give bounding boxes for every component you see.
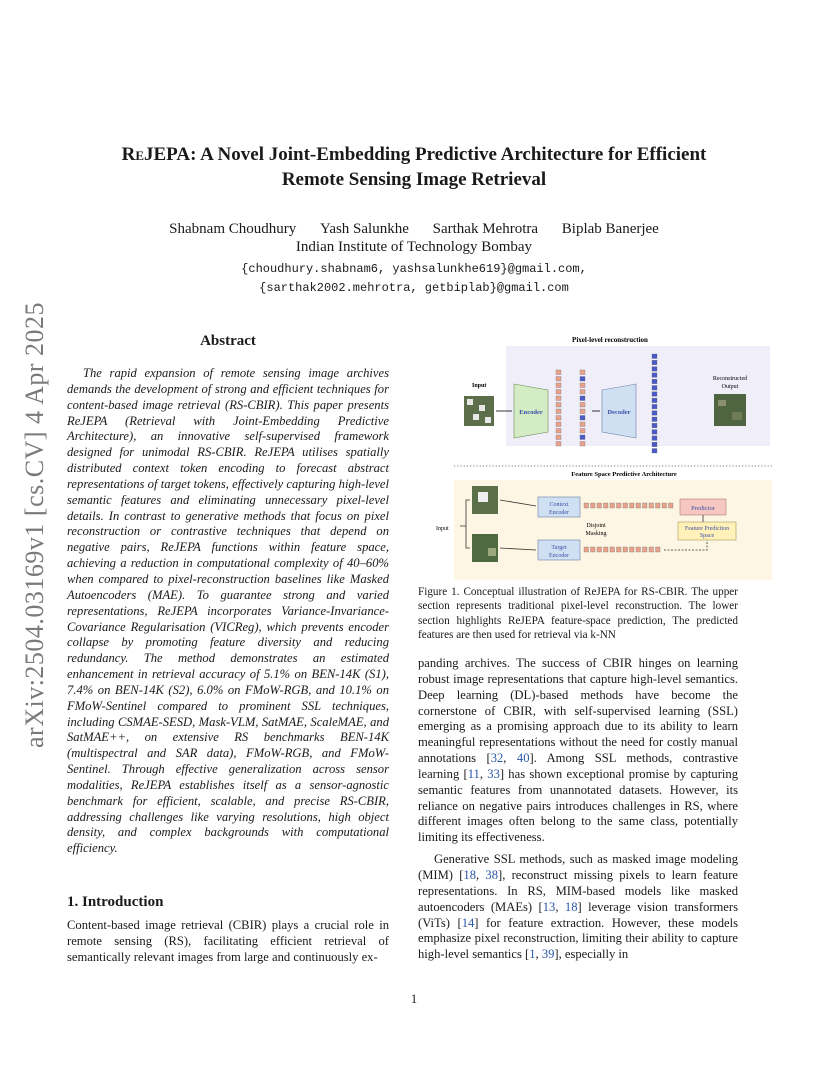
citation-link[interactable]: 39 <box>541 947 555 962</box>
figure-1-caption <box>418 585 738 642</box>
figure-1-diagram <box>436 334 774 582</box>
citation-link[interactable]: 33 <box>487 766 500 781</box>
disjoint-masking-label-2: Masking <box>585 531 607 537</box>
token <box>580 416 585 421</box>
abstract-heading: Abstract <box>200 333 256 349</box>
target-encoder-label: Target <box>551 545 567 551</box>
author-name: Sarthak Mehrotra <box>432 221 539 237</box>
introduction-heading: 1. Introduction <box>67 894 164 910</box>
token <box>652 423 657 428</box>
target-image-patch <box>488 548 496 556</box>
email-line: {sarthak2002.mehrotra, getbiplab}@gmail.com <box>259 281 569 295</box>
token <box>556 435 561 440</box>
token <box>652 442 657 447</box>
figure-caption-text: Figure 1. Conceptual illustration of ReJEPA for RS-CBIR. The upper section represents traditional pixel-level reconstruction. The lower section highlights ReJEPA feature-space prediction, The predicted features are then used for retrieval via k-NN <box>418 586 738 641</box>
token <box>617 503 622 508</box>
author-name: Biplab Banerjee <box>561 221 659 237</box>
arxiv-identifier-text: arXiv:2504.03169v1 [cs.CV] 4 Apr 2025 <box>20 301 49 749</box>
abstract-text: The rapid expansion of remote sensing image archives demands the development of strong and efficient techniques for content-based image retrieval (RS-CBIR). This paper presents ReJEPA (Retrieval with Joint-Embedding Predictive Architecture), an innovative self-supervised framework designed for unimodal RS-CBIR. ReJEPA utilises spatially distributed context token encoding to forecast abstract representations of target tokens, effectively capturing high-level semantic features and eliminating unnecessary pixel-level details. In contrast to generative methods that focus on pixel reconstruction or contrastive techniques that depend on negative pairs, ReJEPA functions within feature space, achieving a reduction in computational complexity of 40–60% when compared to pixel-reconstruction baselines like Masked Autoencoders (MAE). To guarantee strong and varied representations, ReJEPA incorporates Variance-Invariance-Covariance Regularisation (VICReg), which prevents encoder collapse by promoting feature diversity and reducing redundancy. The method demonstrates an estimated enhancement in retrieval accuracy of 5.1% on BEN-14K (S1), 7.4% on BEN-14K (S2), 6.0% on FMoW-RGB, and 10.1% on FMoW-Sentinel compared to prominent SSL techniques, including CSMAE-SESD, Mask-VLM, SatMAE, ScaleMAE, and SatMAE++, on extensive RS benchmarks BEN-14K (multispectral and SAR data), FMoW-RGB, and FMoW-Sentinel. Through effective generalization across sensor modalities, ReJEPA establishes itself as a sensor-agnostic benchmark for efficient, scalable, and precise RS-CBIR, addressing challenges like varying resolutions, high object density, and complex backgrounds with computational efficiency. <box>67 366 389 856</box>
token <box>623 503 628 508</box>
token <box>604 503 609 508</box>
text-segment: ] leverage vision transformers (ViTs) [ <box>418 899 738 930</box>
citation-link[interactable]: 14 <box>461 915 475 930</box>
arxiv-identifier <box>18 290 52 760</box>
citation-link[interactable]: 13 <box>542 899 556 914</box>
token <box>580 377 585 382</box>
citation-link[interactable]: 40 <box>516 751 530 766</box>
citation-link[interactable]: 38 <box>485 867 499 882</box>
token <box>652 373 657 378</box>
token <box>580 396 585 401</box>
token <box>556 422 561 427</box>
token <box>580 409 585 414</box>
token <box>580 429 585 434</box>
author-name: Shabnam Choudhury <box>169 221 297 237</box>
token <box>649 503 654 508</box>
text-segment: ], especially in <box>554 947 629 962</box>
citation-link[interactable]: 18 <box>564 899 578 914</box>
citation-link[interactable]: 11 <box>467 766 480 781</box>
token <box>580 390 585 395</box>
text-segment: panding archives. The success of CBIR hinges on learning robust image representations that capture high-level semantics. Deep learning (DL)-based methods have become the cornerstone of CBIR, with self-supervised learning (SSL) emerging as a promising approach due to its ability to learn meaningful representations without the need for costly manual annotations [ <box>418 656 738 766</box>
token <box>617 547 622 552</box>
target-encoder-label-2: Encoder <box>549 553 569 559</box>
decoder-label: Decoder <box>607 409 631 416</box>
reconstructed-label: Reconstructed <box>712 376 748 382</box>
text-segment: ] has shown exceptional promise by capturing semantic features from unannotated datasets. However, its reliance on negative pairs introduces challenges in RS, where different images often belong to the same class, potentially limiting its effectiveness. <box>418 766 739 845</box>
token <box>556 409 561 414</box>
input-label: Input <box>472 383 487 389</box>
token <box>556 383 561 388</box>
token <box>669 503 674 508</box>
introduction-body <box>67 918 389 966</box>
token <box>652 404 657 409</box>
token <box>636 547 641 552</box>
citation-link[interactable]: 1 <box>529 947 536 962</box>
token <box>652 379 657 384</box>
paragraph-2: Generative SSL methods, such as masked image modeling (MIM) [18, 38], reconstruct missing pixels to learn feature representations. In RS, MIM-based models like masked autoencoders (MAEs) [13, 18] leverage vision transformers (ViTs) [14] for feature extraction. However, these models emphasize pixel reconstruction, limiting their ability to capture high-level semantics [1, 39], especially in <box>418 852 738 962</box>
token <box>556 416 561 421</box>
token <box>652 392 657 397</box>
paper-title <box>70 142 758 192</box>
feature-space-title: Feature Space Predictive Architecture <box>571 471 677 478</box>
token <box>656 503 661 508</box>
token <box>580 442 585 447</box>
output-image-patch <box>718 400 726 406</box>
affiliation: Indian Institute of Technology Bombay <box>295 239 533 255</box>
abstract-body <box>67 366 389 857</box>
token <box>597 503 602 508</box>
token <box>643 547 648 552</box>
token <box>556 429 561 434</box>
text-segment: ]. Among SSL methods, contrastive learning [ <box>418 751 738 781</box>
context-mask-patch <box>478 492 488 502</box>
encoder-label: Encoder <box>519 409 543 416</box>
token <box>649 547 654 552</box>
token <box>652 386 657 391</box>
token <box>591 503 596 508</box>
token <box>556 396 561 401</box>
token <box>652 411 657 416</box>
citation-link[interactable]: 18 <box>463 867 477 882</box>
token <box>630 547 635 552</box>
feature-prediction-label-2: Space <box>699 533 715 539</box>
title-method-name: ReJEPA <box>121 144 191 165</box>
token <box>597 547 602 552</box>
token <box>652 417 657 422</box>
token <box>580 383 585 388</box>
token <box>591 547 596 552</box>
token <box>623 547 628 552</box>
pixel-reconstruction-title: Pixel-level reconstruction <box>572 336 648 344</box>
token <box>652 430 657 435</box>
text-segment: Generative SSL methods, such as masked image modeling (MIM) [ <box>418 852 738 882</box>
token <box>604 547 609 552</box>
token <box>556 377 561 382</box>
input-image-grid <box>464 396 494 426</box>
token <box>652 354 657 359</box>
predictor-label: Predictor <box>691 505 715 512</box>
page-number: 1 <box>410 992 418 1006</box>
token <box>643 503 648 508</box>
author-list <box>70 219 758 239</box>
token <box>580 403 585 408</box>
token <box>556 442 561 447</box>
output-image-patch <box>732 412 742 420</box>
context-encoder-label: Context <box>549 502 569 508</box>
introduction-text: Content-based image retrieval (CBIR) plays a crucial role in remote sensing (RS), facilitating efficient retrieval of semantically relevant images from large and continuously ex- <box>67 918 389 964</box>
token <box>652 367 657 372</box>
context-encoder-label-2: Encoder <box>549 510 569 516</box>
email-line: {choudhury.shabnam6, yashsalunkhe619}@gmail.com, <box>241 262 587 276</box>
citation-link[interactable]: 32 <box>490 751 504 766</box>
paragraph-1: panding archives. The success of CBIR hinges on learning robust image representations that capture high-level semantics. Deep learning (DL)-based methods have become the cornerstone of CBIR, with self-supervised learning (SSL) emerging as a promising approach due to its ability to learn meaningful representations without the need for costly manual annotations [32, 40]. Among SSL methods, contrastive learning [11, 33] has shown exceptional promise by capturing semantic features from unannotated datasets. However, its reliance on negative pairs introduces challenges in RS, where different images often belong to the same class, potentially limiting its effectiveness. <box>418 656 739 845</box>
token <box>636 503 641 508</box>
token <box>580 422 585 427</box>
right-column-body <box>418 656 738 963</box>
title-line-2: Remote Sensing Image Retrieval <box>281 169 547 190</box>
token <box>556 403 561 408</box>
text-segment: ] for feature extraction. However, these models emphasize pixel reconstruction, limiting their ability to capture high-level semantics [ <box>418 915 738 962</box>
token <box>610 503 615 508</box>
reconstructed-output-image <box>714 394 746 426</box>
title-line-1: : A Novel Joint-Embedding Predictive Architecture for Efficient <box>190 144 707 165</box>
token <box>652 436 657 441</box>
token <box>610 547 615 552</box>
token <box>656 547 661 552</box>
token <box>556 370 561 375</box>
feature-prediction-label: Feature Prediction <box>684 526 730 532</box>
token <box>652 398 657 403</box>
author-name: Yash Salunkhe <box>319 221 409 237</box>
output-label: Output <box>721 384 739 390</box>
token <box>662 503 667 508</box>
token <box>652 449 657 454</box>
token <box>584 547 589 552</box>
token <box>652 360 657 365</box>
input-label-bottom: Input <box>436 526 449 532</box>
text-segment: ], reconstruct missing pixels to learn feature representations. In RS, MIM-based models like masked autoencoders (MAEs) [ <box>418 867 738 914</box>
token <box>556 390 561 395</box>
disjoint-masking-label: Disjoint <box>586 523 606 529</box>
token <box>580 370 585 375</box>
token <box>580 435 585 440</box>
token <box>630 503 635 508</box>
token <box>584 503 589 508</box>
